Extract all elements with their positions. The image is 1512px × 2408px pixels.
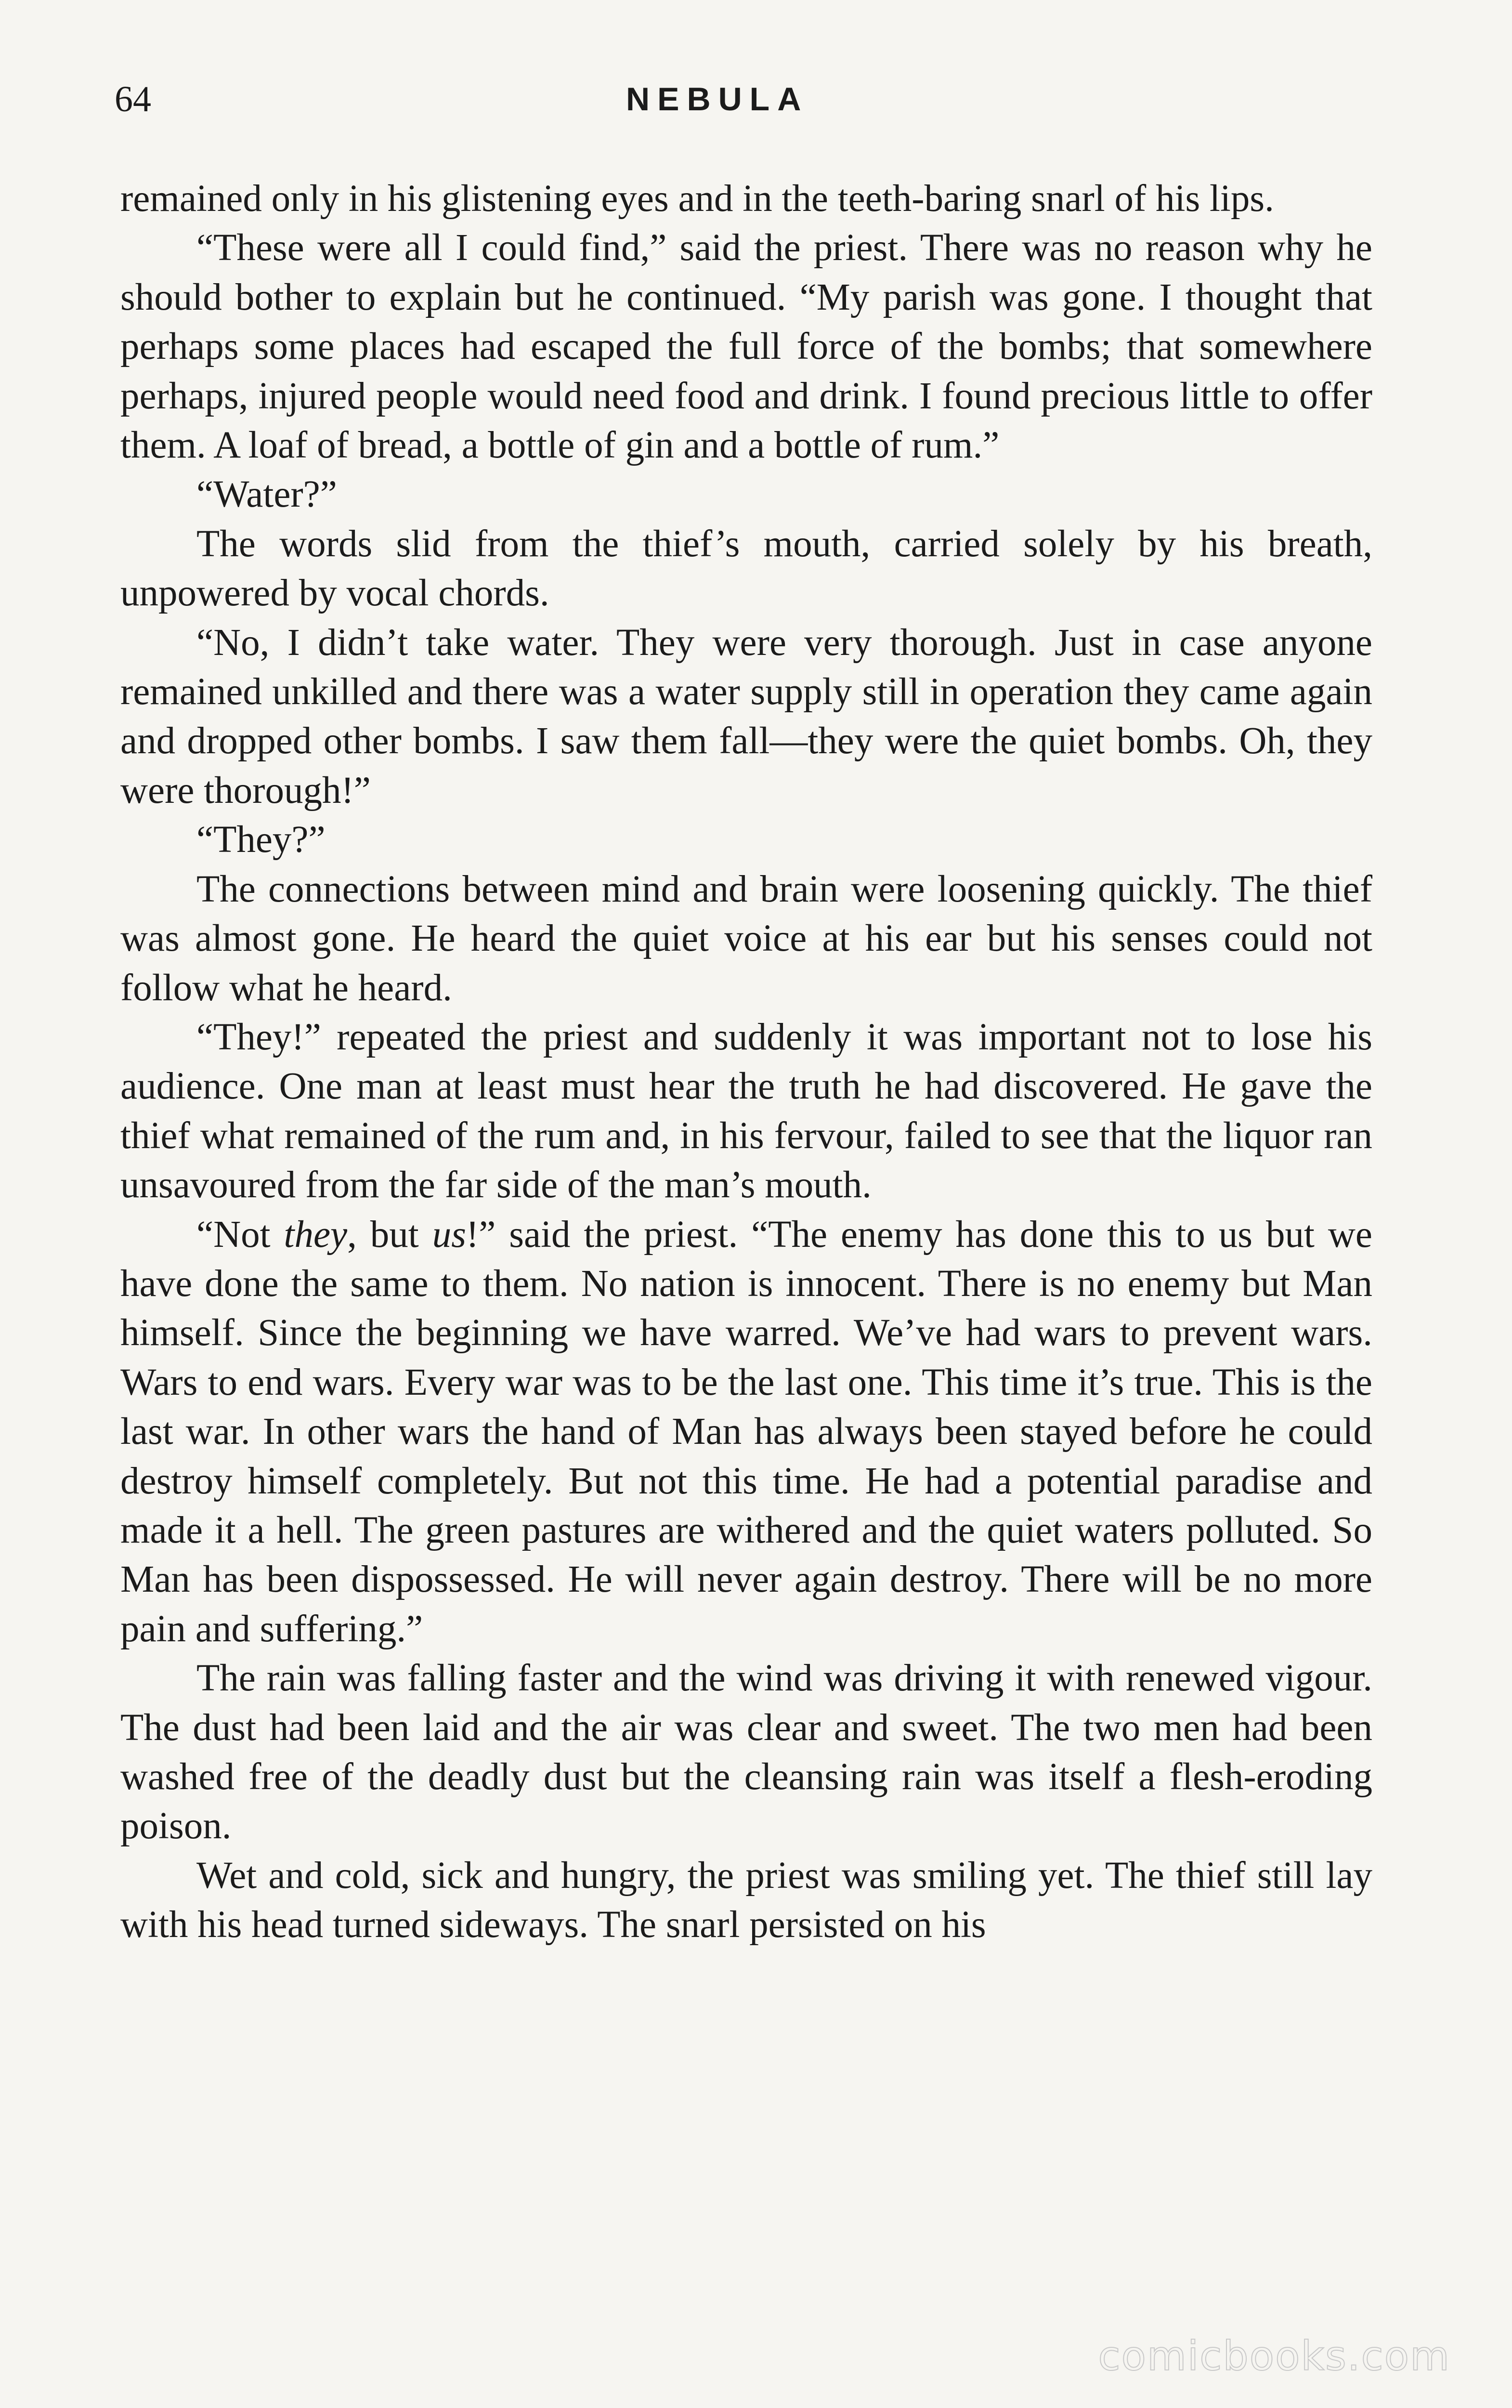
paragraph: Wet and cold, sick and hungry, the priest was smiling yet. The thief still lay with his head turned sideways. The snarl persisted on his (120, 1854, 1372, 1946)
text-run: , but (347, 1213, 432, 1256)
text-run: “Not (196, 1213, 284, 1256)
paragraph: The rain was falling faster and the wind was driving it with renewed vigour. The dust had been laid and the air was clear and sweet. The two men had been washed free of the deadly dust but the cleansing rain was itself a flesh-eroding poison. (120, 1657, 1372, 1847)
paragraph-with-italics (120, 1210, 1372, 1654)
paragraph: “They!” repeated the priest and suddenly it was important not to lose his audience. One man at least must hear the truth he had discovered. He gave the thief what remained of the rum and, in his fervour, failed to see that the liquor ran unsavoured from the far side of the man’s mouth. (120, 1016, 1372, 1206)
text-run: !” said the priest. “The enemy has done this to us but we have done the same to them. No nation is innocent. There is no enemy but Man himself. Since the beginning we have warred. We’ve had wars to prevent wars. Wars to end wars. Every war was to be the last one. This time it’s true. This is the last war. In other wars the hand of Man has always been stayed before he could destroy himself completely. But not this time. He had a potential paradise and made it a hell. The green pastures are withered and the quiet waters polluted. So Man has been dispossessed. He will never again destroy. There will be no more pain and suffering.” (120, 1213, 1372, 1650)
italic-text: they (284, 1213, 348, 1256)
watermark: comicbooks.com (1098, 2332, 1450, 2380)
running-head-title: NEBULA (626, 81, 809, 118)
paragraph: “No, I didn’t take water. They were very thorough. Just in case anyone remained unkilled and there was a water supply still in operation they came again and dropped other bombs. I saw them fall—they were the quiet bombs. Oh, they were thorough!” (120, 621, 1372, 811)
paragraph: The connections between mind and brain were loosening quickly. The thief was almost gone. He heard the quiet voice at his ear but his senses could not follow what he heard. (120, 868, 1372, 1009)
paragraph: “Water?” (196, 473, 337, 516)
paragraph-continued: remained only in his glistening eyes and in the teeth-baring snarl of his lips. (120, 178, 1274, 220)
italic-text: us (432, 1213, 466, 1256)
paragraph: “These were all I could find,” said the priest. There was no reason why he should bother to explain but he continued. “My parish was gone. I thought that perhaps some places had escaped the full force of the bombs; that somewhere perhaps, injured people would need food and drink. I found precious little to offer them. A loaf of bread, a bottle of gin and a bottle of rum.” (120, 227, 1372, 467)
paragraph: The words slid from the thief’s mouth, carried solely by his breath, unpowered by vocal chords. (120, 523, 1372, 615)
page-number: 64 (115, 79, 151, 119)
paragraph: “They?” (196, 819, 326, 861)
body-text (120, 174, 1372, 1950)
